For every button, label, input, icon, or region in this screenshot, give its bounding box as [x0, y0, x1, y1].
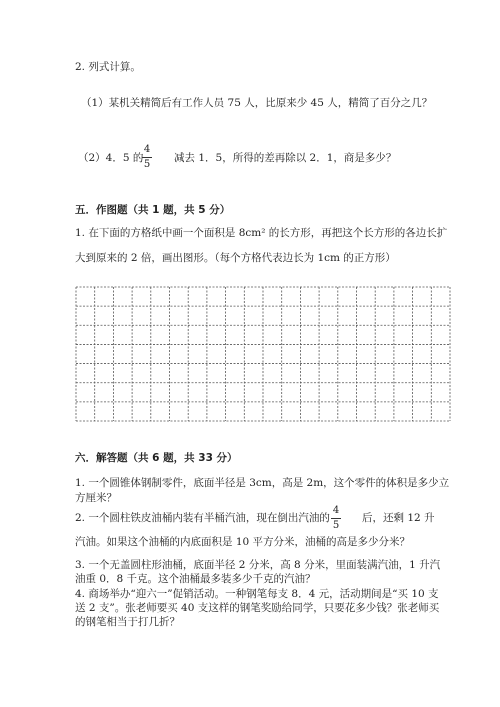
answer-question-1-line-1: 1. 一个圆锥体钢制零件，底面半径是 3cm，高是 2m，这个零件的体积是多少立: [75, 477, 450, 489]
answer-question-3-line-2: 油重 0．8 千克。这个油桶最多装多少千克的汽油？: [75, 573, 316, 585]
fraction-numerator: 4: [143, 144, 151, 155]
calc-section-title: 2. 列式计算。: [75, 61, 141, 73]
answer-question-3-line-1: 3. 一个无盖圆柱形油桶，底面半径 2 分米，高 8 分米，里面装满汽油，1 升汽: [75, 559, 441, 571]
fraction-denominator: 5: [332, 520, 340, 531]
drawing-section-heading: 五．作图题（共 1 题，共 5 分）: [75, 204, 231, 216]
answer-section-heading: 六．解答题（共 6 题，共 33 分）: [75, 452, 238, 464]
fraction-denominator: 5: [143, 159, 151, 170]
answer-question-2-start: 2. 一个圆柱铁皮油桶内装有半桶汽油，现在倒出汽油的: [75, 512, 330, 524]
calc-question-1: （1）某机关精简后有工作人员 75 人，比原来少 45 人，精简了百分之几？: [81, 97, 433, 109]
calc-question-2-fraction: [140, 145, 154, 170]
answer-question-1-line-2: 方厘米？: [75, 492, 117, 504]
answer-question-4-line-2: 送 2 支”。张老师要买 40 支这样的钢笔奖励给同学，只要花多少钱？张老师买: [75, 602, 440, 614]
fraction-numerator: 4: [332, 505, 340, 516]
answer-question-2-fraction: [329, 506, 343, 531]
calc-question-2-start: （2）4．5 的: [78, 152, 144, 164]
answer-question-4-line-1: 4. 商场举办“迎六一”促销活动。一种钢笔每支 8．4 元，活动期间是“买 10 支: [75, 588, 439, 600]
answer-question-4-line-3: 的钢笔相当于打几折？: [75, 616, 180, 628]
answer-question-2-line-2: 汽油。如果这个油桶的内底面积是 10 平方分米，油桶的高是多少分米？: [75, 536, 411, 548]
drawing-question-line-1: 1. 在下面的方格纸中画一个面积是 8cm² 的长方形，再把这个长方形的各边长扩: [75, 227, 448, 239]
square-grid-paper: [75, 286, 451, 422]
drawing-question-line-2: 大到原来的 2 倍，画出图形。（每个方格代表边长为 1cm 的正方形）: [75, 252, 396, 264]
answer-question-2-end: 后，还剩 12 升: [362, 512, 435, 524]
calc-question-2-end: 减去 1．5，所得的差再除以 2．1，商是多少？: [174, 152, 397, 164]
